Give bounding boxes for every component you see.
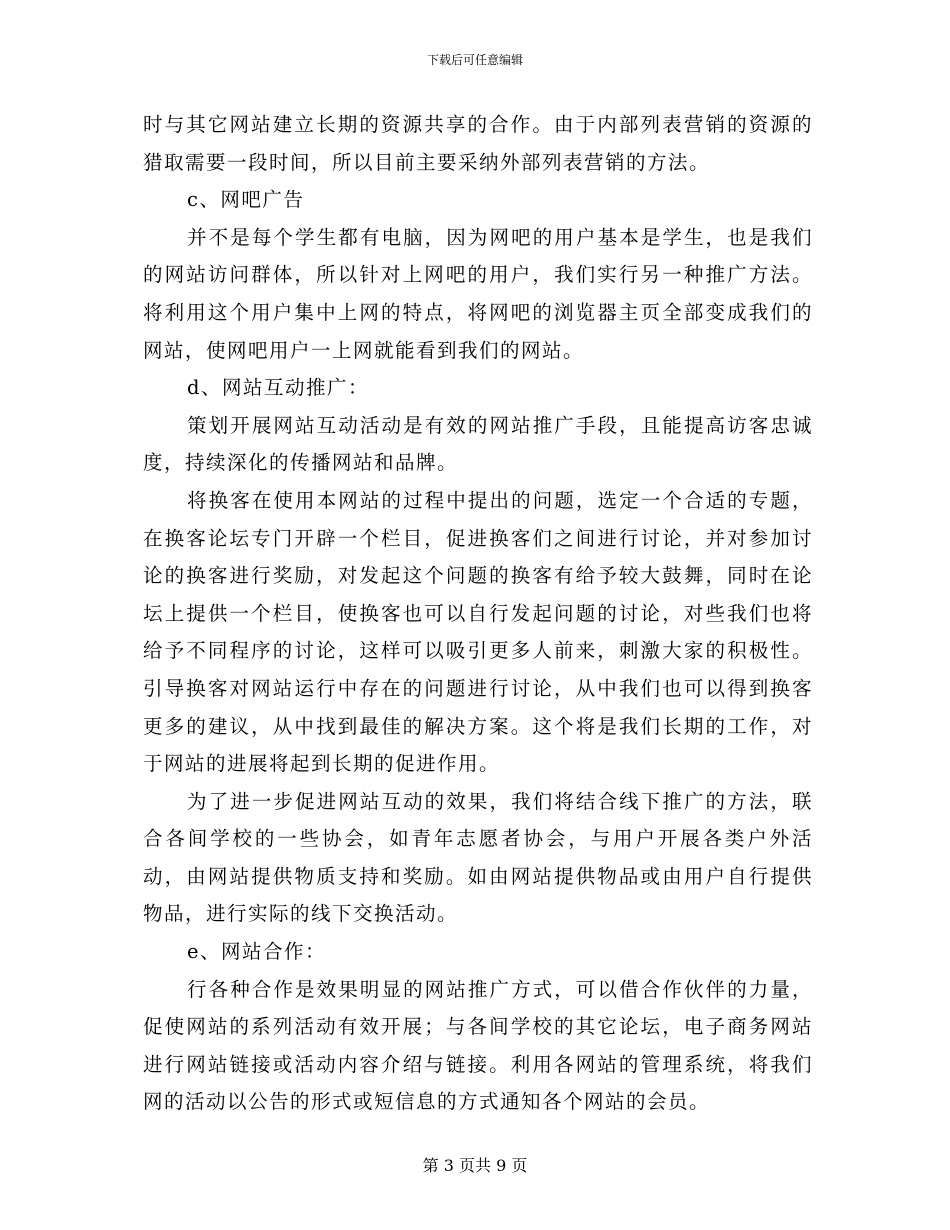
section-heading-c: c、网吧广告 — [187, 188, 305, 212]
paragraph-5: 为了进一步促进网站互动的效果，我们将结合线下推广的方法，联合各间学校的一些协会，如青年志愿者协会，与用户开展各类户外活动，由网站提供物质支持和奖励。如由网站提供物品或由用户自行提供物品，进行实际的线下交换活动。 — [143, 789, 813, 926]
paragraph-2: 并不是每个学生都有电脑，因为网吧的用户基本是学生，也是我们的网站访问群体，所以针对上网吧的用户，我们实行另一种推广方法。将利用这个用户集中上网的特点，将网吧的浏览器主页全部变成我们的网站，使网吧用户一上网就能看到我们的网站。 — [143, 225, 813, 362]
document-body — [143, 106, 813, 1121]
section-heading-e: e、网站合作： — [187, 940, 327, 964]
page-number: 第 3 页共 9 页 — [422, 1156, 528, 1175]
page-header: 下载后可任意编辑 — [426, 53, 523, 67]
paragraph-6: 行各种合作是效果明显的网站推广方式，可以借合作伙伴的力量，促使网站的系列活动有效开展；与各间学校的其它论坛，电子商务网站进行网站链接或活动内容介绍与链接。利用各网站的管理系统，将我们网的活动以公告的形式或短信息的方式通知各个网站的会员。 — [143, 977, 813, 1114]
section-heading-d: d、网站互动推广： — [187, 376, 369, 400]
paragraph-1: 时与其它网站建立长期的资源共享的合作。由于内部列表营销的资源的猎取需要一段时间，所以目前主要采纳外部列表营销的方法。 — [143, 113, 813, 174]
paragraph-4: 将换客在使用本网站的过程中提出的问题，选定一个合适的专题，在换客论坛专门开辟一个栏目，促进换客们之间进行讨论，并对参加讨论的换客进行奖励，对发起这个问题的换客有给予较大鼓舞，同时在论坛上提供一个栏目，使换客也可以自行发起问题的讨论，对些我们也将给予不同程序的讨论，这样可以吸引更多人前来，刺激大家的积极性。引导换客对网站运行中存在的问题进行讨论，从中我们也可以得到换客更多的建议，从中找到最佳的解决方案。这个将是我们长期的工作，对于网站的进展将起到长期的促进作用。 — [143, 488, 813, 776]
paragraph-3: 策划开展网站互动活动是有效的网站推广手段，且能提高访客忠诚度，持续深化的传播网站和品牌。 — [143, 413, 813, 475]
